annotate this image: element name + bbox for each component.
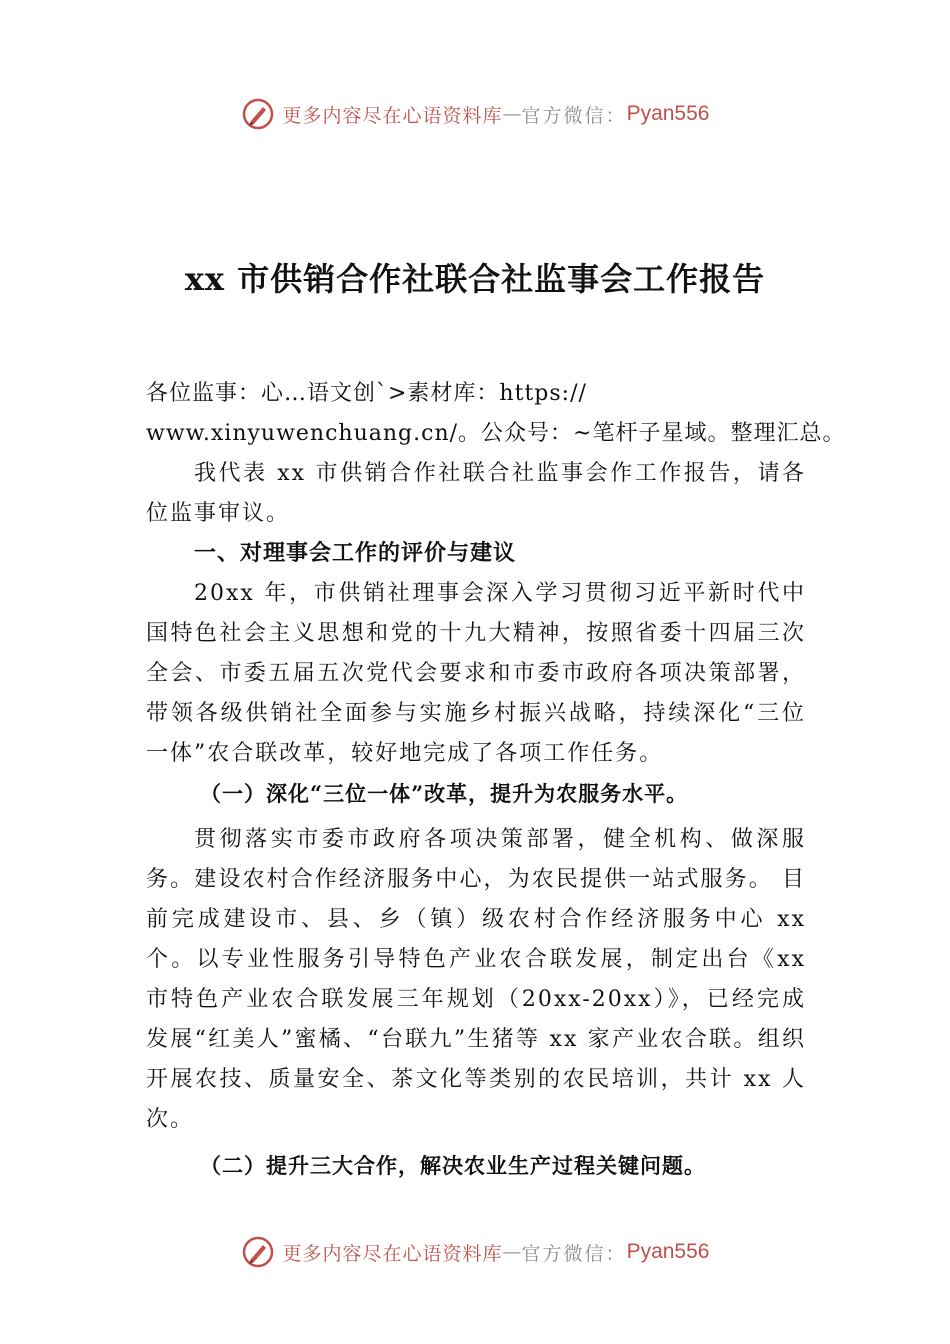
intro-paragraph: 我代表 xx 市供销合作社联合社监事会作工作报告，请各位监事审议。: [146, 461, 806, 526]
banner-label: 官方微信：: [521, 104, 627, 127]
banner-wechat-id: Pyan556: [626, 102, 710, 125]
banner-separator: —: [502, 1241, 522, 1263]
document-title: xx 市供销合作社联合社监事会工作报告: [184, 260, 766, 298]
banner-wechat-id: Pyan556: [626, 1240, 710, 1263]
subsection-1-heading: （一）深化“三位一体”改革，提升为农服务水平。: [200, 781, 689, 806]
section-1-heading: 一、对理事会工作的评价与建议: [194, 541, 517, 566]
banner-separator: —: [502, 103, 522, 125]
subsection-2-heading: （二）提升三大合作，解决农业生产过程关键问题。: [200, 1153, 706, 1178]
banner-text: 更多内容尽在心语资料库: [282, 104, 503, 127]
footer-banner: [0, 1232, 950, 1272]
banner-label: 官方微信：: [521, 1242, 627, 1265]
salutation-line-1: 各位监事：心…语文创`>素材库：https://: [146, 381, 587, 406]
subsection-1-paragraph: 贯彻落实市委市政府各项决策部署，健全机构、做深服务。建设农村合作经济服务中心，为农民提供一站式服务。 目前完成建设市、县、乡（镇）级农村合作经济服务中心 xx 个。以专业性服务引导特色产业农合联发展，制定出台《xx 市特色产业农合联发展三年规划（20xx-20xx）》，已经完成发展“红美人”蜜橘、“台联九”生猪等 xx 家产业农合联。组织开展农技、质量安全、茶文化等类别的农民培训，共计 xx 人次。: [146, 827, 806, 1132]
header-banner: [0, 94, 950, 134]
document-body: [146, 374, 846, 1186]
pen-logo-icon: [241, 97, 275, 131]
section-1-paragraph: 20xx 年，市供销社理事会深入学习贯彻习近平新时代中国特色社会主义思想和党的十九大精神，按照省委十四届三次全会、市委五届五次党代会要求和市委市政府各项决策部署，带领各级供销社全面参与实施乡村振兴战略，持续深化“三位一体”农合联改革，较好地完成了各项工作任务。: [146, 581, 806, 766]
pen-logo-icon: [241, 1235, 275, 1269]
salutation-line-2: www.xinyuwenchuang.cn/。公众号：~笔杆子星域。整理汇总。: [146, 421, 846, 446]
banner-text: 更多内容尽在心语资料库: [282, 1242, 503, 1265]
